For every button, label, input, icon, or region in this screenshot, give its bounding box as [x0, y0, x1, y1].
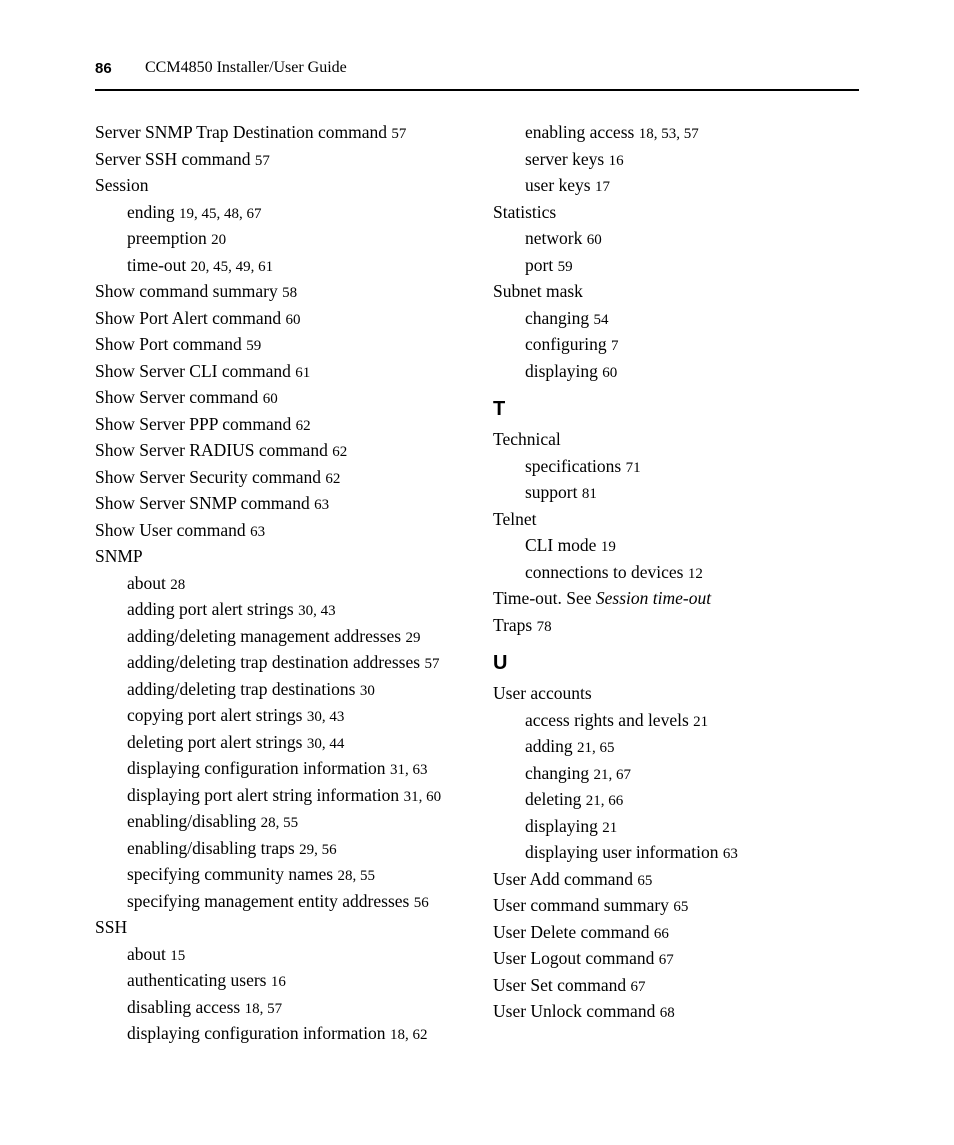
- entry-term: time-out: [127, 254, 187, 275]
- index-subentry: [493, 119, 859, 146]
- see-reference: Session time-out: [595, 588, 712, 608]
- page-header: [95, 58, 859, 80]
- entry-pages: 71: [625, 459, 641, 476]
- index-entry: [493, 892, 859, 919]
- entry-term: specifying community names: [127, 864, 334, 884]
- index-subentry: [95, 649, 485, 676]
- entry-term: support: [525, 482, 578, 502]
- index-subentry: [95, 782, 485, 809]
- index-entry: [493, 612, 859, 639]
- entry-pages: 57: [391, 126, 407, 142]
- index-subentry: [493, 707, 859, 734]
- entry-term: Telnet: [493, 508, 537, 529]
- index-subentry: [493, 453, 859, 480]
- entry-pages: 65: [637, 872, 653, 889]
- document-title: CCM4850 Installer/User Guide: [145, 59, 347, 76]
- entry-term: Show Server SNMP command: [95, 493, 310, 513]
- entry-pages: 28, 55: [337, 868, 375, 884]
- index-subentry: [95, 888, 485, 915]
- entry-term: user keys: [525, 175, 591, 195]
- entry-pages: 62: [295, 417, 311, 434]
- index-entry: [95, 358, 485, 385]
- entry-term: adding/deleting trap destinations: [127, 678, 356, 699]
- index-subentry: [95, 941, 485, 968]
- entry-term: deleting: [525, 789, 582, 809]
- entry-term: Subnet mask: [493, 281, 583, 301]
- entry-term: SNMP: [95, 546, 143, 566]
- entry-term: User Logout command: [493, 948, 655, 968]
- index-entry: [95, 331, 485, 358]
- index-subentry: [493, 559, 859, 586]
- entry-pages: 21, 66: [585, 793, 624, 809]
- entry-term: changing: [525, 307, 590, 328]
- entry-pages: 59: [246, 338, 262, 354]
- index-entry: [95, 517, 485, 544]
- entry-pages: 18, 53, 57: [638, 126, 699, 142]
- entry-pages: 12: [687, 565, 703, 582]
- index-subentry: [493, 331, 859, 358]
- entry-term: displaying user information: [525, 842, 719, 862]
- entry-pages: 63: [722, 846, 738, 862]
- entry-term: User command summary: [493, 895, 669, 915]
- entry-pages: 63: [314, 497, 330, 513]
- entry-term: displaying: [525, 815, 598, 836]
- index-entry: [95, 384, 485, 411]
- entry-pages: 16: [608, 152, 624, 169]
- index-subentry: [95, 808, 485, 835]
- entry-term: Show Server command: [95, 387, 259, 407]
- index-subentry: [95, 994, 485, 1021]
- index-entry: [95, 305, 485, 332]
- entry-pages: 31, 60: [403, 788, 442, 805]
- entry-pages: 57: [254, 152, 270, 169]
- index-subentry: [493, 172, 859, 199]
- entry-pages: 20, 45, 49, 61: [190, 258, 274, 275]
- entry-term: preemption: [127, 228, 207, 248]
- entry-pages: 67: [630, 978, 646, 995]
- index-entry: [95, 278, 485, 305]
- entry-pages: 30: [359, 682, 375, 699]
- index-entry: [95, 172, 485, 199]
- entry-pages: 21: [693, 713, 709, 730]
- index-letter-heading: U: [493, 652, 508, 674]
- entry-pages: 21, 67: [593, 766, 632, 783]
- entry-term: access rights and levels: [525, 709, 689, 730]
- entry-pages: 58: [282, 285, 298, 301]
- entry-pages: 78: [536, 618, 552, 635]
- entry-term: SSH: [95, 917, 128, 937]
- entry-term: copying port alert strings: [127, 705, 303, 725]
- entry-term: Time-out. See: [493, 588, 592, 608]
- index-entry: [95, 437, 485, 464]
- entry-term: Show Server RADIUS command: [95, 440, 328, 460]
- entry-pages: 21, 65: [577, 740, 615, 756]
- index-entry: [95, 411, 485, 438]
- entry-term: Show Port command: [95, 334, 242, 354]
- index-subentry: [95, 967, 485, 994]
- index-subentry: [95, 199, 485, 226]
- entry-term: about: [127, 943, 166, 964]
- entry-pages: 19, 45, 48, 67: [179, 205, 262, 222]
- index-subentry: [95, 225, 485, 252]
- entry-term: specifying management entity addresses: [127, 890, 410, 911]
- entry-term: displaying configuration information: [127, 1023, 386, 1043]
- index-entry: [493, 919, 859, 946]
- index-subentry: [493, 733, 859, 760]
- entry-pages: 63: [250, 523, 266, 540]
- entry-pages: 57: [424, 656, 440, 672]
- entry-term: User Add command: [493, 868, 633, 889]
- index-entry: [95, 464, 485, 491]
- entry-pages: 30, 43: [306, 709, 345, 725]
- entry-pages: 59: [557, 258, 573, 275]
- entry-pages: 28, 55: [260, 815, 299, 831]
- entry-term: Show Server CLI command: [95, 360, 291, 381]
- entry-term: configuring: [525, 334, 607, 354]
- entry-term: specifications: [525, 455, 622, 476]
- index-subentry: [95, 623, 485, 650]
- index-entry: [95, 146, 485, 173]
- entry-term: Technical: [493, 429, 561, 449]
- index-subentry: [95, 596, 485, 623]
- index-subentry: [95, 755, 485, 782]
- entry-term: displaying port alert string information: [127, 784, 400, 805]
- entry-term: User Delete command: [493, 921, 650, 942]
- entry-term: enabling/disabling: [127, 811, 257, 831]
- entry-pages: 15: [170, 947, 186, 964]
- index-subentry: [95, 252, 485, 279]
- entry-term: Show command summary: [95, 281, 278, 301]
- header-rule: [95, 89, 859, 91]
- entry-term: User Set command: [493, 974, 627, 995]
- entry-pages: 29, 56: [299, 841, 337, 858]
- index-column-right: [493, 119, 859, 1025]
- entry-pages: 16: [270, 974, 286, 990]
- index-subentry: [95, 1020, 485, 1047]
- entry-pages: 62: [332, 444, 348, 460]
- entry-term: adding: [525, 736, 573, 756]
- index-entry: [493, 972, 859, 999]
- entry-term: deleting port alert strings: [127, 731, 303, 752]
- entry-pages: 60: [262, 391, 278, 407]
- index-entry: [95, 119, 485, 146]
- entry-term: ending: [127, 201, 175, 222]
- index-subentry: [493, 252, 859, 279]
- entry-pages: 60: [285, 311, 301, 328]
- entry-term: Server SNMP Trap Destination command: [95, 122, 387, 142]
- entry-pages: 65: [673, 899, 689, 915]
- index-subentry: [95, 729, 485, 756]
- entry-pages: 20: [211, 232, 227, 248]
- entry-term: Traps: [493, 614, 533, 635]
- entry-pages: 54: [593, 311, 609, 328]
- index-subentry: [493, 532, 859, 559]
- entry-pages: 68: [659, 1005, 675, 1021]
- entry-term: server keys: [525, 148, 605, 169]
- index-subentry: [493, 479, 859, 506]
- entry-pages: 28: [170, 576, 186, 593]
- entry-pages: 60: [602, 364, 618, 381]
- entry-term: adding port alert strings: [127, 599, 294, 619]
- entry-term: Show User command: [95, 519, 246, 540]
- index-entry: [493, 998, 859, 1025]
- entry-term: port: [525, 254, 554, 275]
- index-column-left: [95, 119, 485, 1047]
- entry-pages: 17: [594, 179, 610, 195]
- entry-term: network: [525, 228, 583, 248]
- entry-pages: 30, 43: [298, 603, 336, 619]
- entry-term: disabling access: [127, 996, 241, 1017]
- index-entry: [493, 426, 859, 453]
- index-subentry: [493, 813, 859, 840]
- index-subentry: [95, 676, 485, 703]
- index-entry: [493, 680, 859, 707]
- index-subentry: [493, 786, 859, 813]
- index-entry: [493, 199, 859, 226]
- entry-term: Server SSH command: [95, 148, 251, 169]
- entry-term: about: [127, 572, 166, 593]
- index-letter-heading: T: [493, 398, 506, 420]
- entry-term: adding/deleting trap destination addresses: [127, 652, 421, 672]
- index-entry: [493, 866, 859, 893]
- entry-term: Session: [95, 175, 149, 195]
- index-subentry: [95, 702, 485, 729]
- entry-term: connections to devices: [525, 561, 684, 582]
- index-entry: [493, 506, 859, 533]
- entry-term: enabling access: [525, 122, 635, 142]
- entry-pages: 30, 44: [306, 735, 345, 752]
- index-entry: [95, 914, 485, 941]
- index-subentry: [493, 358, 859, 385]
- entry-term: displaying: [525, 360, 598, 381]
- entry-term: Show Server PPP command: [95, 413, 292, 434]
- entry-pages: 31, 63: [389, 762, 428, 778]
- entry-pages: 66: [653, 925, 669, 942]
- entry-pages: 61: [295, 364, 311, 381]
- entry-term: changing: [525, 762, 590, 783]
- index-entry: [493, 945, 859, 972]
- entry-pages: 19: [600, 539, 616, 555]
- index-entry: [95, 490, 485, 517]
- entry-pages: 62: [325, 470, 341, 487]
- index-subentry: [493, 225, 859, 252]
- entry-term: adding/deleting management addresses: [127, 625, 402, 646]
- index-subentry: [95, 835, 485, 862]
- index-subentry: [493, 305, 859, 332]
- entry-term: Show Server Security command: [95, 466, 321, 487]
- entry-term: Show Port Alert command: [95, 307, 282, 328]
- entry-term: Statistics: [493, 201, 557, 222]
- index-subentry: [95, 570, 485, 597]
- index-subentry: [95, 861, 485, 888]
- entry-pages: 81: [581, 486, 597, 502]
- entry-pages: 67: [658, 952, 674, 968]
- entry-term: CLI mode: [525, 535, 597, 555]
- entry-term: enabling/disabling traps: [127, 837, 295, 858]
- index-subentry: [493, 146, 859, 173]
- entry-pages: 56: [413, 894, 429, 911]
- entry-term: authenticating users: [127, 970, 267, 990]
- entry-pages: 18, 57: [244, 1000, 283, 1017]
- entry-term: User accounts: [493, 683, 592, 703]
- entry-pages: 18, 62: [389, 1027, 428, 1043]
- page-number: 86: [95, 60, 112, 77]
- entry-pages: 60: [586, 232, 602, 248]
- entry-term: displaying configuration information: [127, 758, 386, 778]
- index-subentry: [493, 839, 859, 866]
- index-entry: [493, 278, 859, 305]
- entry-pages: 7: [611, 338, 619, 354]
- index-entry: [95, 543, 485, 570]
- entry-pages: 21: [602, 819, 618, 836]
- index-subentry: [493, 760, 859, 787]
- index-entry-see-reference: [493, 585, 859, 612]
- entry-term: User Unlock command: [493, 1001, 656, 1021]
- entry-pages: 29: [405, 629, 421, 646]
